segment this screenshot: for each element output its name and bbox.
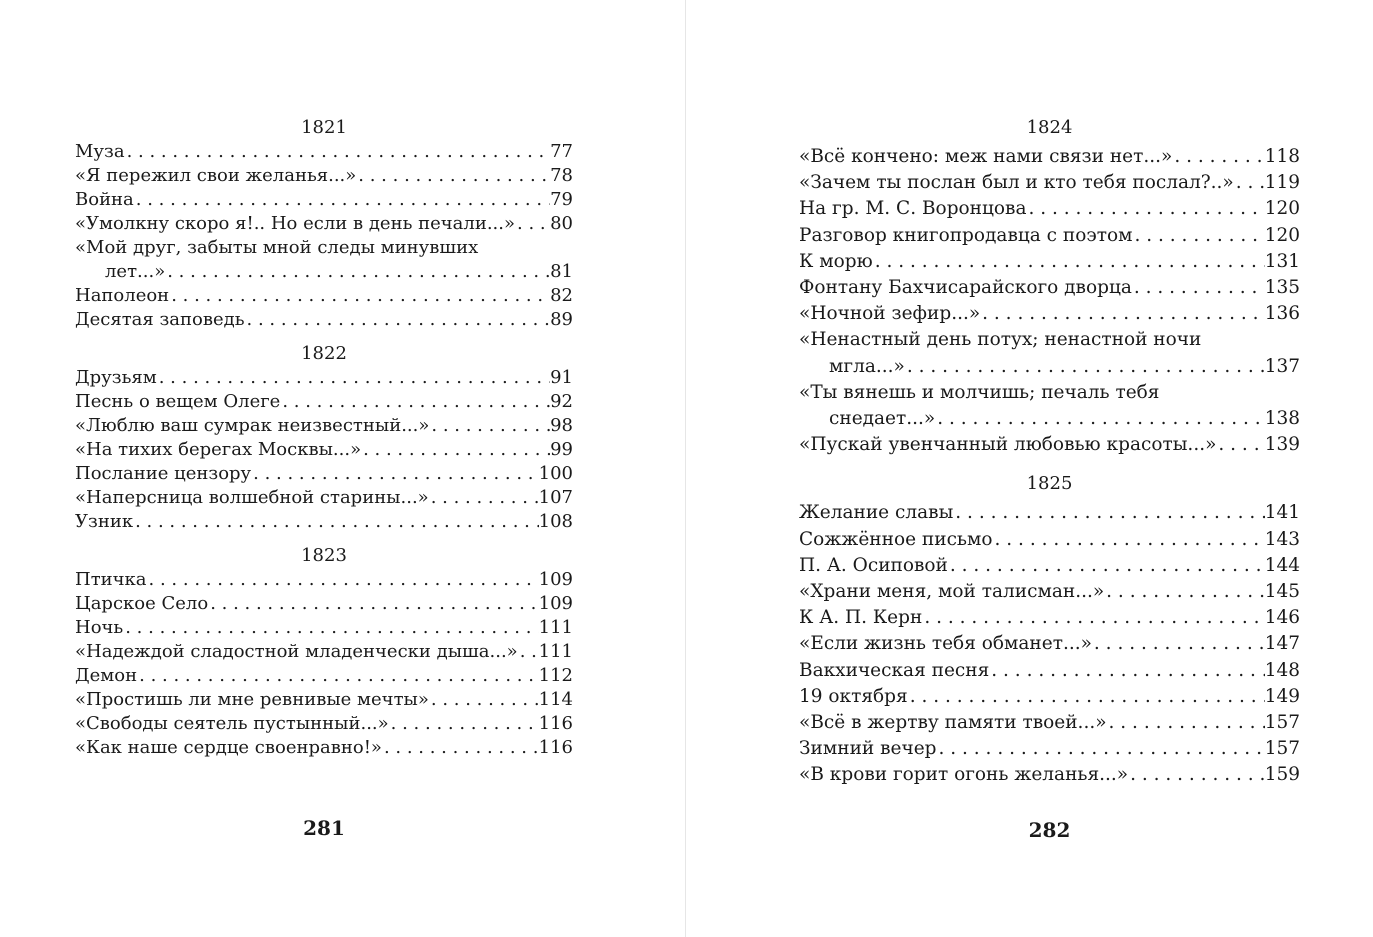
entry-title: «Свободы сеятель пустынный...» <box>75 713 389 734</box>
toc-section <box>799 472 1300 788</box>
entry-page-number: 120 <box>1264 224 1300 246</box>
entry-title: Война <box>75 189 134 210</box>
entry-title: П. А. Осиповой <box>799 554 948 576</box>
toc-entry <box>75 366 573 390</box>
toc-entry <box>75 212 573 236</box>
dot-leader <box>251 462 538 486</box>
dot-leader <box>905 354 1265 380</box>
dot-leader <box>157 366 550 390</box>
toc-entry <box>75 616 573 640</box>
dot-leader <box>147 568 539 592</box>
toc-entry <box>799 762 1300 788</box>
entry-page-number: 131 <box>1264 250 1300 272</box>
entry-page-number: 145 <box>1264 581 1300 603</box>
entry-page-number: 81 <box>550 261 573 282</box>
toc-entry <box>799 144 1300 170</box>
toc-section <box>75 116 573 332</box>
entry-title: На гр. М. С. Воронцова <box>799 198 1027 220</box>
entry-page-number: 157 <box>1264 738 1300 760</box>
entry-page-number: 136 <box>1264 303 1300 325</box>
entry-page-number: 147 <box>1264 633 1300 655</box>
entry-page-number: 137 <box>1264 355 1300 377</box>
entry-title-continued: снедает...» <box>829 408 936 430</box>
toc-entry <box>75 236 573 284</box>
entry-title: «Ночной зефир...» <box>799 303 981 325</box>
toc-entry <box>799 658 1300 684</box>
dot-leader <box>980 301 1265 327</box>
entry-page-number: 116 <box>538 737 573 758</box>
toc-entry <box>75 140 573 164</box>
entry-title: Зимний вечер <box>799 738 937 760</box>
dot-leader <box>1132 275 1265 301</box>
entry-title: «Мой друг, забыты мной следы минувших <box>75 237 479 258</box>
toc-section <box>75 342 573 534</box>
entry-row <box>75 260 573 284</box>
dot-leader <box>953 500 1264 526</box>
dot-leader <box>922 605 1264 631</box>
entry-page-number: 141 <box>1264 502 1300 524</box>
toc-entry <box>75 592 573 616</box>
entry-page-number: 157 <box>1264 712 1300 734</box>
entry-title: «Наперсница волшебной старины...» <box>75 487 429 508</box>
entry-title: Ночь <box>75 617 124 638</box>
dot-leader <box>1234 170 1265 196</box>
dot-leader <box>989 658 1264 684</box>
entry-title: Демон <box>75 665 138 686</box>
toc-entry <box>75 510 573 534</box>
dot-leader <box>937 736 1265 762</box>
section-year: 1821 <box>301 117 347 138</box>
entry-title: «Надеждой сладостной младенчески дыша...» <box>75 641 518 662</box>
entry-row <box>799 406 1300 432</box>
dot-leader <box>1216 432 1264 458</box>
toc-entry <box>75 284 573 308</box>
entry-page-number: 79 <box>550 189 573 210</box>
entry-page-number: 78 <box>550 165 573 186</box>
dot-leader <box>429 486 539 510</box>
dot-leader <box>948 553 1265 579</box>
toc-entry <box>75 308 573 332</box>
dot-leader <box>515 212 550 236</box>
toc-entry <box>75 712 573 736</box>
dot-leader <box>429 414 550 438</box>
entry-page-number: 143 <box>1264 528 1300 550</box>
section-year: 1823 <box>301 545 347 566</box>
dot-leader <box>1172 144 1264 170</box>
dot-leader <box>993 527 1265 553</box>
entry-title: Сожжённое письмо <box>799 528 993 550</box>
toc-entry <box>799 605 1300 631</box>
entry-page-number: 119 <box>1264 172 1300 194</box>
entry-page-number: 99 <box>550 439 573 460</box>
entry-title: Разговор книгопродавца с поэтом <box>799 224 1133 246</box>
entry-page-number: 89 <box>550 309 573 330</box>
entry-title: «Люблю ваш сумрак неизвестный...» <box>75 415 430 436</box>
toc-entry <box>75 164 573 188</box>
entry-page-number: 111 <box>538 617 573 638</box>
toc-section <box>75 544 573 760</box>
entry-page-number: 77 <box>550 141 573 162</box>
dot-leader <box>169 284 550 308</box>
entry-title: «Пускай увенчанный любовью красоты...» <box>799 434 1217 456</box>
entry-page-number: 149 <box>1264 685 1300 707</box>
entry-title: «Зачем ты послан был и кто тебя послал?..» <box>799 172 1234 194</box>
entry-page-number: 148 <box>1264 659 1300 681</box>
entry-page-number: 91 <box>550 367 573 388</box>
toc-entry <box>75 414 573 438</box>
toc-entry <box>799 684 1300 710</box>
dot-leader <box>361 438 550 462</box>
dot-leader <box>165 260 550 284</box>
entry-title: Узник <box>75 511 134 532</box>
toc-entry <box>799 527 1300 553</box>
dot-leader <box>1104 579 1265 605</box>
entry-page-number: 116 <box>538 713 573 734</box>
dot-leader <box>908 684 1265 710</box>
toc-entry <box>799 249 1300 275</box>
section-year: 1825 <box>1026 473 1073 495</box>
dot-leader <box>518 640 539 664</box>
toc-entry <box>75 568 573 592</box>
toc-entry <box>799 631 1300 657</box>
dot-leader <box>125 140 551 164</box>
entry-page-number: 109 <box>538 569 573 590</box>
toc-entry <box>75 736 573 760</box>
toc-entry <box>75 438 573 462</box>
toc-entry <box>799 500 1300 526</box>
entry-title: «Умолкну скоро я!.. Но если в день печали...» <box>75 213 515 234</box>
entry-page-number: 92 <box>550 391 573 412</box>
entry-title: «Ненастный день потух; ненастной ночи <box>799 329 1202 351</box>
entry-title: «Я пережил свои желанья...» <box>75 165 357 186</box>
dot-leader <box>137 664 539 688</box>
dot-leader <box>429 688 539 712</box>
entry-title: Фонтану Бахчисарайского дворца <box>799 277 1132 299</box>
toc-entry <box>799 710 1300 736</box>
entry-title: «Простишь ли мне ревнивые мечты» <box>75 689 429 710</box>
right-page <box>686 0 1373 937</box>
dot-leader <box>873 249 1265 275</box>
toc-entry <box>75 188 573 212</box>
entry-row <box>799 354 1300 380</box>
entry-page-number: 112 <box>538 665 573 686</box>
dot-leader <box>1133 223 1265 249</box>
entry-title: «На тихих берегах Москвы...» <box>75 439 362 460</box>
dot-leader <box>133 510 539 534</box>
entry-page-number: 109 <box>538 593 573 614</box>
entry-title: Наполеон <box>75 285 170 306</box>
toc-entry <box>75 486 573 510</box>
entry-page-number: 135 <box>1264 277 1300 299</box>
dot-leader <box>382 736 539 760</box>
entry-title: Песнь о вещем Олеге <box>75 391 281 412</box>
toc-entry <box>799 380 1300 432</box>
toc-entry <box>799 301 1300 327</box>
entry-page-number: 111 <box>538 641 573 662</box>
entry-title: «В крови горит огонь желанья...» <box>799 764 1129 786</box>
toc-entry <box>799 736 1300 762</box>
entry-title: «Как наше сердце своенравно!» <box>75 737 382 758</box>
toc-entry <box>799 275 1300 301</box>
dot-leader <box>123 616 538 640</box>
dot-leader <box>208 592 538 616</box>
dot-leader <box>389 712 539 736</box>
entry-title: «Всё в жертву памяти твоей...» <box>799 712 1107 734</box>
entry-page-number: 144 <box>1264 554 1300 576</box>
entry-title: Царское Село <box>75 593 209 614</box>
section-year: 1822 <box>301 343 347 364</box>
entry-title: Желание славы <box>799 502 954 524</box>
toc-column-right <box>799 116 1300 789</box>
entry-page-number: 82 <box>550 285 573 306</box>
entry-title: «Храни меня, мой талисман...» <box>799 581 1105 603</box>
entry-title: «Если жизнь тебя обманет...» <box>799 633 1092 655</box>
left-page <box>0 0 686 937</box>
entry-title: Муза <box>75 141 125 162</box>
page-number-right: 282 <box>1028 818 1071 842</box>
toc-entry <box>75 664 573 688</box>
entry-title-continued: мгла...» <box>829 355 905 377</box>
entry-title: Послание цензору <box>75 463 252 484</box>
entry-title: К А. П. Керн <box>799 607 923 629</box>
entry-title: Друзьям <box>75 367 157 388</box>
toc-column-left <box>75 116 573 760</box>
toc-entry <box>75 640 573 664</box>
entry-page-number: 159 <box>1264 764 1300 786</box>
dot-leader <box>1128 762 1265 788</box>
entry-page-number: 108 <box>538 511 573 532</box>
entry-page-number: 138 <box>1264 408 1300 430</box>
toc-entry <box>799 223 1300 249</box>
entry-title-continued: лет...» <box>105 261 166 282</box>
entry-page-number: 100 <box>538 463 573 484</box>
entry-title: Десятая заповедь <box>75 309 245 330</box>
entry-title: К морю <box>799 250 873 272</box>
entry-page-number: 80 <box>550 213 573 234</box>
toc-entry <box>799 553 1300 579</box>
toc-entry <box>799 579 1300 605</box>
dot-leader <box>1107 710 1265 736</box>
entry-page-number: 98 <box>550 415 573 436</box>
toc-section <box>799 116 1300 458</box>
entry-page-number: 120 <box>1264 198 1300 220</box>
entry-page-number: 114 <box>538 689 573 710</box>
toc-entry <box>799 327 1300 379</box>
toc-entry <box>799 432 1300 458</box>
toc-entry <box>75 462 573 486</box>
dot-leader <box>245 308 551 332</box>
dot-leader <box>935 406 1264 432</box>
entry-title: 19 октября <box>799 685 908 707</box>
dot-leader <box>1026 196 1264 222</box>
entry-title: Птичка <box>75 569 147 590</box>
toc-entry <box>799 170 1300 196</box>
entry-title: Вакхическая песня <box>799 659 990 681</box>
entry-page-number: 146 <box>1264 607 1300 629</box>
entry-page-number: 139 <box>1264 434 1300 456</box>
dot-leader <box>134 188 550 212</box>
dot-leader <box>356 164 550 188</box>
toc-entry <box>75 390 573 414</box>
section-year: 1824 <box>1026 117 1073 138</box>
dot-leader <box>280 390 550 414</box>
toc-entry <box>799 196 1300 222</box>
dot-leader <box>1092 631 1265 657</box>
page-number-left: 281 <box>303 816 345 840</box>
entry-page-number: 118 <box>1264 146 1300 167</box>
entry-title: «Всё кончено: меж нами связи нет...» <box>799 146 1173 167</box>
toc-entry <box>75 688 573 712</box>
entry-title: «Ты вянешь и молчишь; печаль тебя <box>799 381 1160 403</box>
entry-page-number: 107 <box>538 487 573 508</box>
